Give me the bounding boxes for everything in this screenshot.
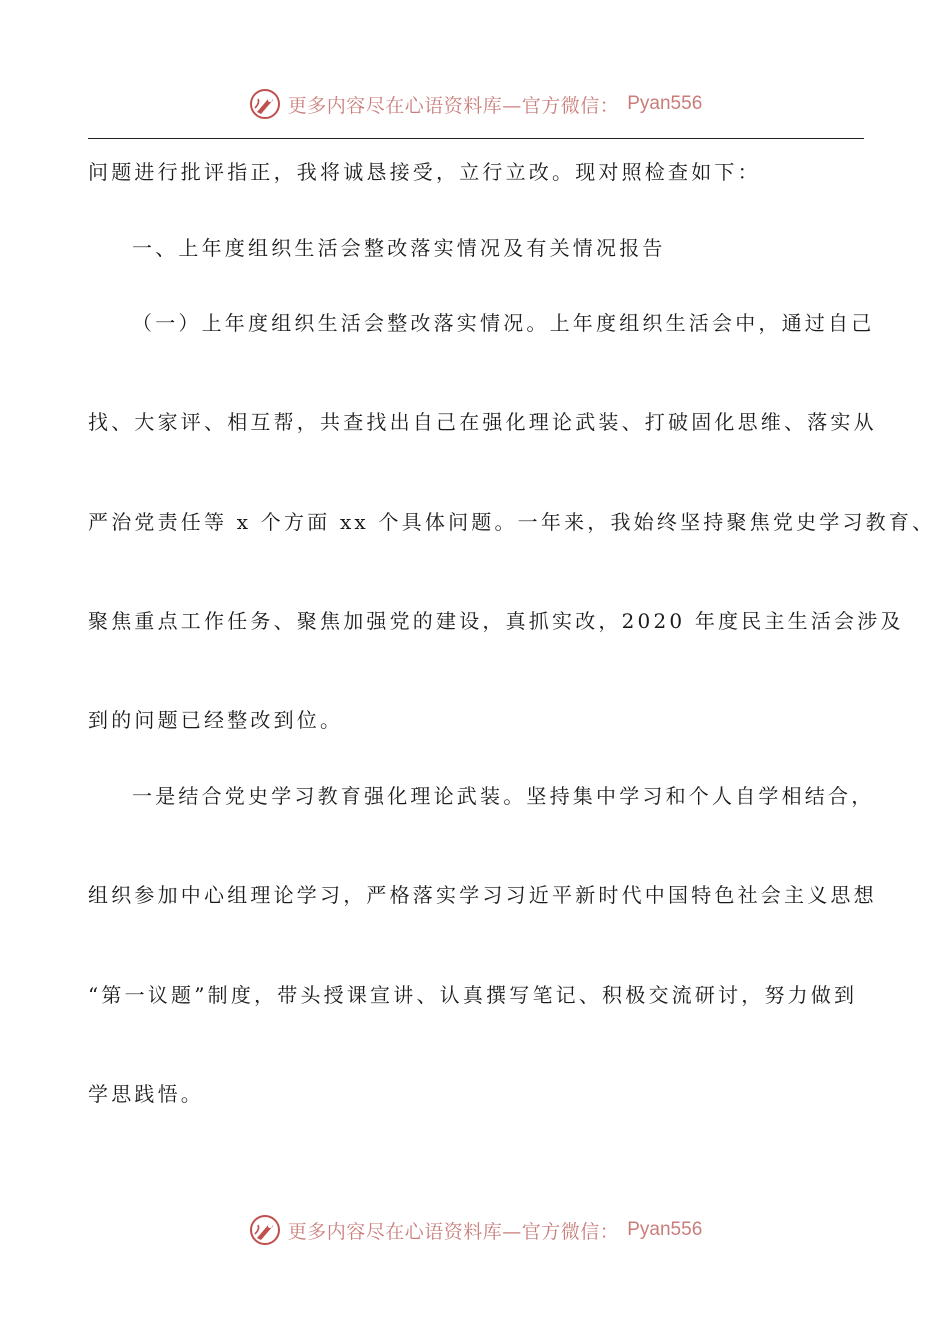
watermark-wechat-id: Pyan556 <box>627 93 703 114</box>
watermark-text: 更多内容尽在心语资料库—官方微信： <box>287 94 620 117</box>
header-divider <box>88 138 864 139</box>
watermark-text: 更多内容尽在心语资料库—官方微信： <box>287 1220 620 1243</box>
text-line-5: 严治党责任等 x 个方面 xx 个具体问题。一年来，我始终坚持聚焦党史学习教育、 <box>88 510 936 534</box>
pen-nib-logo-icon <box>248 87 282 121</box>
section-heading: 一、上年度组织生活会整改落实情况及有关情况报告 <box>132 236 666 260</box>
text-line-9: 组织参加中心组理论学习，严格落实学习习近平新时代中国特色社会主义思想 <box>88 883 877 907</box>
watermark-wechat-id: Pyan556 <box>627 1219 703 1240</box>
text-line-3: （一）上年度组织生活会整改落实情况。上年度组织生活会中，通过自己 <box>132 311 875 335</box>
text-line-11: 学思践悟。 <box>88 1082 204 1106</box>
header-watermark <box>0 84 950 124</box>
text-line-8: 一是结合党史学习教育强化理论武装。坚持集中学习和个人自学相结合， <box>132 784 875 808</box>
footer-watermark <box>0 1210 950 1250</box>
text-line-1: 问题进行批评指正，我将诚恳接受，立行立改。现对照检查如下： <box>88 160 761 184</box>
text-line-6: 聚焦重点工作任务、聚焦加强党的建设，真抓实改，2020 年度民主生活会涉及 <box>88 609 904 633</box>
text-line-10: “第一议题”制度，带头授课宣讲、认真撰写笔记、积极交流研讨，努力做到 <box>88 983 858 1007</box>
pen-nib-logo-icon <box>248 1213 282 1247</box>
text-line-7: 到的问题已经整改到位。 <box>88 708 344 732</box>
text-line-4: 找、大家评、相互帮，共查找出自己在强化理论武装、打破固化思维、落实从 <box>88 410 877 434</box>
